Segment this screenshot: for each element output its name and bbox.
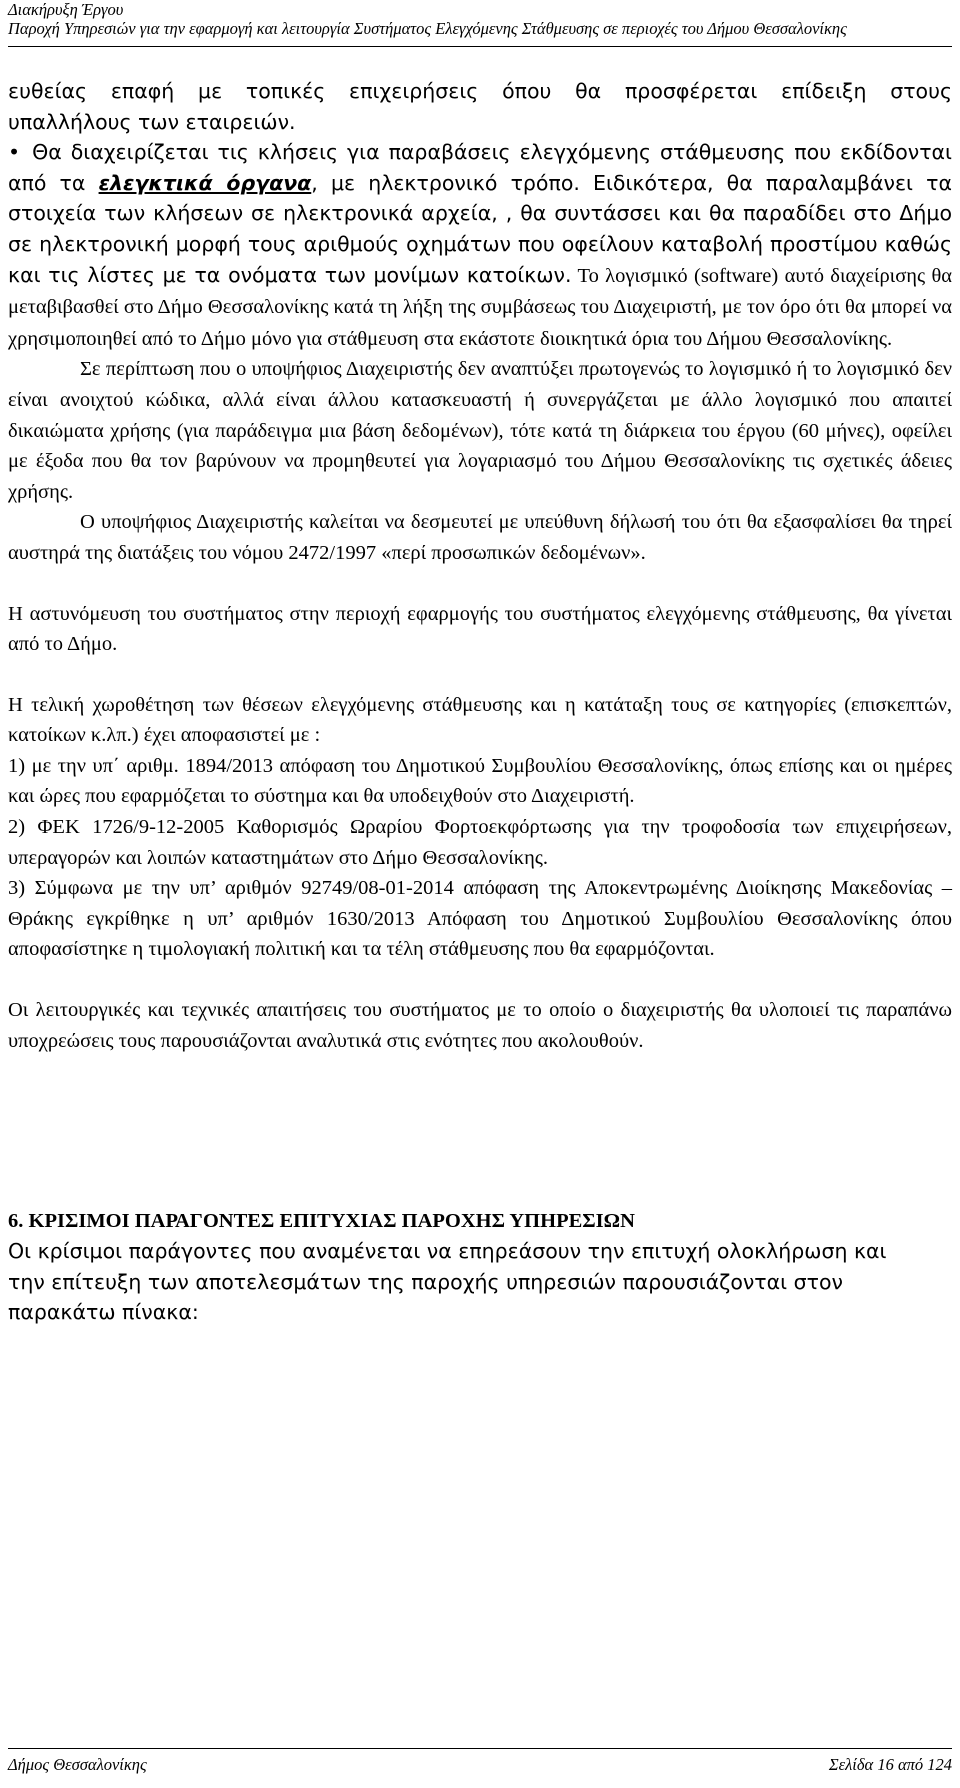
paragraph-software-license: Σε περίπτωση που ο υποψήφιος Διαχειριστής δεν αναπτύξει πρωτογενώς το λογισμικό ή το λογισμικό δεν είναι ανοιχτού κώδικα, αλλά είναι άλλου κατασκευαστή ή συνεργάζεται με άλλο λογισμικό που απαιτεί δικαιώματα χρήσης (για παράδειγμα μια βάση δεδομένων), τότε κατά τη διάρκεια του έργου (60 μήνες), οφείλει με έξοδα που θα τον βαρύνουν να προμηθευτεί για λογαριασμό του Δήμου Θεσσαλονίκης τις σχετικές άδειες χρήσης.: [8, 358, 952, 503]
paragraph-contact-line2: υπαλλήλους των εταιρειών.: [8, 109, 296, 134]
fines-text-c: Το λογισμικό (software) αυτό διαχείρισης θα μεταβιβασθεί στο Δήμο Θεσσαλονίκης κατά τη λήξη της συμβάσεως του Διαχειριστή, με τον όρο ότι θα μπορεί να χρησιμοποιηθεί από το Δήμο μόνο για στάθμευση στα εκάστοτε διοικητικά όρια του Δήμου Θεσσαλονίκης.: [8, 264, 952, 350]
bullet-marker: [8, 140, 32, 164]
paragraph-policing: Η αστυνόμευση του συστήματος στην περιοχή εφαρμογής του συστήματος ελεγχόμενης στάθμευσης, θα γίνεται από το Δήμο.: [8, 602, 952, 656]
paragraph-critical-factors-line3: παρακάτω πίνακα:: [8, 1300, 199, 1325]
footer-municipality: Δήμος Θεσσαλονίκης: [8, 1755, 147, 1774]
paragraph-fines-management: [8, 137, 952, 354]
list-item-decision-3: 3) Σύμφωνα με την υπ’ αριθμόν 92749/08-01-2014 απόφαση της Αποκεντρωμένης Διοίκησης Μακεδονίας – Θράκης εγκρίθηκε η υπ’ αριθμόν 1630/2013 Απόφαση του Δημοτικού Συμβουλίου Θεσσαλονίκης όπου αποφασίστηκε η τιμολογιακή πολιτική και τα τέλη στάθμευσης που θα εφαρμόζονται.: [8, 877, 952, 961]
paragraph-data-protection: Ο υποψήφιος Διαχειριστής καλείται να δεσμευτεί με υπεύθυνη δήλωσή του ότι θα εξασφαλίσει θα τηρεί αυστηρά της διατάξεις του νόμου 2472/1997 «περί προσωπικών δεδομένων».: [8, 511, 952, 564]
header-title: Διακήρυξη Έργου: [8, 0, 124, 19]
page-footer: [8, 1748, 952, 1774]
fines-text-a: Θα διαχειρίζεται τις κλήσεις για παραβάσεις ελεγχόμενης στάθμευσης που εκδίδονται από τα: [8, 140, 952, 195]
list-item-decision-1: 1) με την υπ΄ αριθμ. 1894/2013 απόφαση του Δημοτικού Συμβουλίου Θεσσαλονίκης, όπως επίσης και οι ημέρες και ώρες που εφαρμόζεται το σύστημα και θα υποδειχθούν στο Διαχειριστή.: [8, 754, 952, 808]
paragraph-requirements: Οι λειτουργικές και τεχνικές απαιτήσεις του συστήματος με το οποίο ο διαχειριστής θα υλοποιεί τις παραπάνω υποχρεώσεις τους παρουσιάζονται αναλυτικά στις ενότητες που ακολουθούν.: [8, 999, 952, 1052]
footer-page-number: Σελίδα 16 από 124: [828, 1755, 952, 1774]
document-body: [8, 76, 952, 1328]
page-header: [8, 0, 952, 38]
header-rule: [8, 46, 952, 47]
paragraph-critical-factors-line2: την επίτευξη των αποτελεσμάτων της παροχής υπηρεσιών παρουσιάζονται στον: [8, 1269, 843, 1294]
list-item-decision-2: 2) ΦΕΚ 1726/9-12-2005 Καθορισμός Ωραρίου Φορτοεκφόρτωσης για την τροφοδοσία των επιχειρήσεων, υπεραγορών και λοιπών καταστημάτων στο Δήμο Θεσσαλονίκης.: [8, 816, 952, 869]
paragraph-zoning: Η τελική χωροθέτηση των θέσεων ελεγχόμενης στάθμευσης και η κατάταξη τους σε κατηγορίες (επισκεπτών, κατοίκων κ.λπ.) έχει αποφασιστεί με :: [8, 693, 952, 747]
header-subtitle: Παροχή Υπηρεσιών για την εφαρμογή και λειτουργία Συστήματος Ελεγχόμενης Στάθμευσης σε περιοχές του Δήμου Θεσσαλονίκης: [8, 19, 847, 38]
fines-text-b: , με ηλεκτρονικό τρόπο. Ειδικότερα, θα παραλαμβάνει τα στοιχεία των κλήσεων σε ηλεκτρονικά αρχεία, , θα συντάσσει και θα παραδίδει στο Δήμο σε ηλεκτρονική μορφή τους αριθμούς οχημάτων που οφείλουν καταβολή προστίμου καθώς και τις λίστες με τα ονόματα των μονίμων κατοίκων.: [8, 170, 953, 287]
paragraph-contact-line1: ευθείας επαφή με τοπικές επιχειρήσεις όπου θα προσφέρεται επίδειξη στους: [8, 79, 952, 103]
footer-rule: [8, 1748, 952, 1749]
fines-keyword: ελεγκτικά όργανα: [98, 170, 312, 195]
section-heading: 6. ΚΡΙΣΙΜΟΙ ΠΑΡΑΓΟΝΤΕΣ ΕΠΙΤΥΧΙΑΣ ΠΑΡΟΧΗΣ ΥΠΗΡΕΣΙΩΝ: [8, 1210, 635, 1233]
paragraph-critical-factors-line1: Οι κρίσιμοι παράγοντες που αναμένεται να επηρεάσουν την επιτυχή ολοκλήρωση και: [8, 1239, 887, 1264]
